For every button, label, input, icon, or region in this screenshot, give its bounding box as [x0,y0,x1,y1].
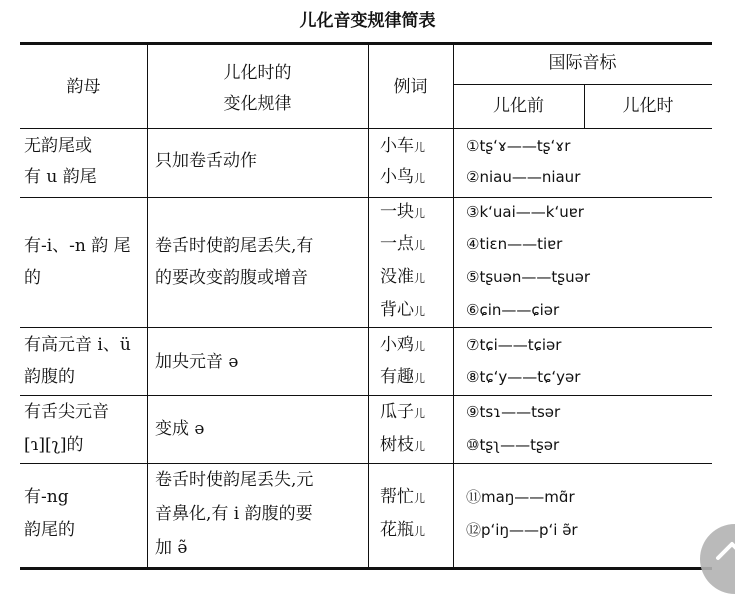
rule-cell: 变成 ə [155,419,205,439]
header-rule-line1: 儿化时的 [223,63,292,83]
rule-cell: 加央元音 ə [155,352,239,372]
yunmu-cell: 有 u 韵尾 [24,167,97,187]
rule-cell: 卷舌时使韵尾丢失,有 [155,236,314,256]
column-divider [368,42,369,567]
yunmu-cell: 有-ng [24,487,69,507]
table-title: 儿化音变规律简表 [299,11,436,31]
example-word: 瓜子儿 [380,402,425,422]
ipa-transcription: ⑩tʂʅ——tʂər [466,436,560,454]
column-divider [147,42,148,567]
ipa-transcription: ⑨tsɿ——tsər [466,403,561,421]
ipa-transcription: ④tiɛn——tiɐr [466,235,563,253]
yunmu-cell: 的 [24,268,41,288]
row-divider [20,463,712,464]
ipa-transcription: ⑦tɕi——tɕiər [466,336,562,354]
row-divider [20,395,712,396]
chevron-up-icon [714,538,735,562]
example-word: 一点儿 [380,234,425,254]
yunmu-cell: [ɿ][ʅ]的 [24,435,84,455]
rule-cell: 加 ə̃ [155,538,188,558]
example-word: 有趣儿 [380,367,425,387]
header-example: 例词 [393,77,428,97]
ipa-transcription: ⑥ɕin——ɕiər [466,301,560,319]
ipa-transcription: ⑫pʻiŋ——pʻi ə̃r [466,521,578,539]
ipa-transcription: ②niau——niaur [466,168,581,186]
example-word: 一块儿 [380,202,425,222]
header-ipa: 国际音标 [548,53,617,73]
ipa-transcription: ⑤tʂuən——tʂuər [466,268,590,286]
rule-cell: 音鼻化,有 i 韵腹的要 [155,504,313,524]
ipa-transcription: ⑪maŋ——mɑ̃r [466,488,575,506]
example-word: 没准儿 [380,267,425,287]
table-top-rule [20,42,712,45]
scroll-to-top-button[interactable] [700,524,735,594]
example-word: 小鸡儿 [380,335,425,355]
example-word: 小车儿 [380,136,425,156]
rule-cell: 卷舌时使韵尾丢失,元 [155,470,314,490]
header-ipa-before: 儿化前 [493,96,544,116]
column-divider [453,42,454,567]
yunmu-cell: 有舌尖元音 [24,402,109,422]
yunmu-cell: 无韵尾或 [24,136,92,156]
example-word: 花瓶儿 [380,520,425,540]
example-word: 帮忙儿 [380,487,425,507]
header-bottom-rule [20,128,712,129]
rule-cell: 只加卷舌动作 [155,151,257,171]
header-yunmu: 韵母 [66,77,101,97]
header-sub-rule [453,84,712,85]
example-word: 树枝儿 [380,435,425,455]
ipa-transcription: ③kʻuai——kʻuɐr [466,203,584,221]
ipa-transcription: ⑧tɕʻy——tɕʻyər [466,368,581,386]
table-bottom-rule [20,567,712,570]
yunmu-cell: 韵尾的 [24,520,75,540]
yunmu-cell: 有高元音 i、ü [24,335,131,355]
example-word: 小鸟儿 [380,167,425,187]
ipa-transcription: ①tʂʻɤ——tʂʻɤr [466,137,571,155]
rule-cell: 的要改变韵腹或增音 [155,268,308,288]
yunmu-cell: 有-i、-n 韵 尾 [24,236,131,256]
header-rule-line2: 变化规律 [223,94,292,114]
row-divider [20,197,712,198]
row-divider [20,327,712,328]
header-ipa-after: 儿化时 [622,96,674,116]
yunmu-cell: 韵腹的 [24,367,75,387]
example-word: 背心儿 [380,300,425,320]
